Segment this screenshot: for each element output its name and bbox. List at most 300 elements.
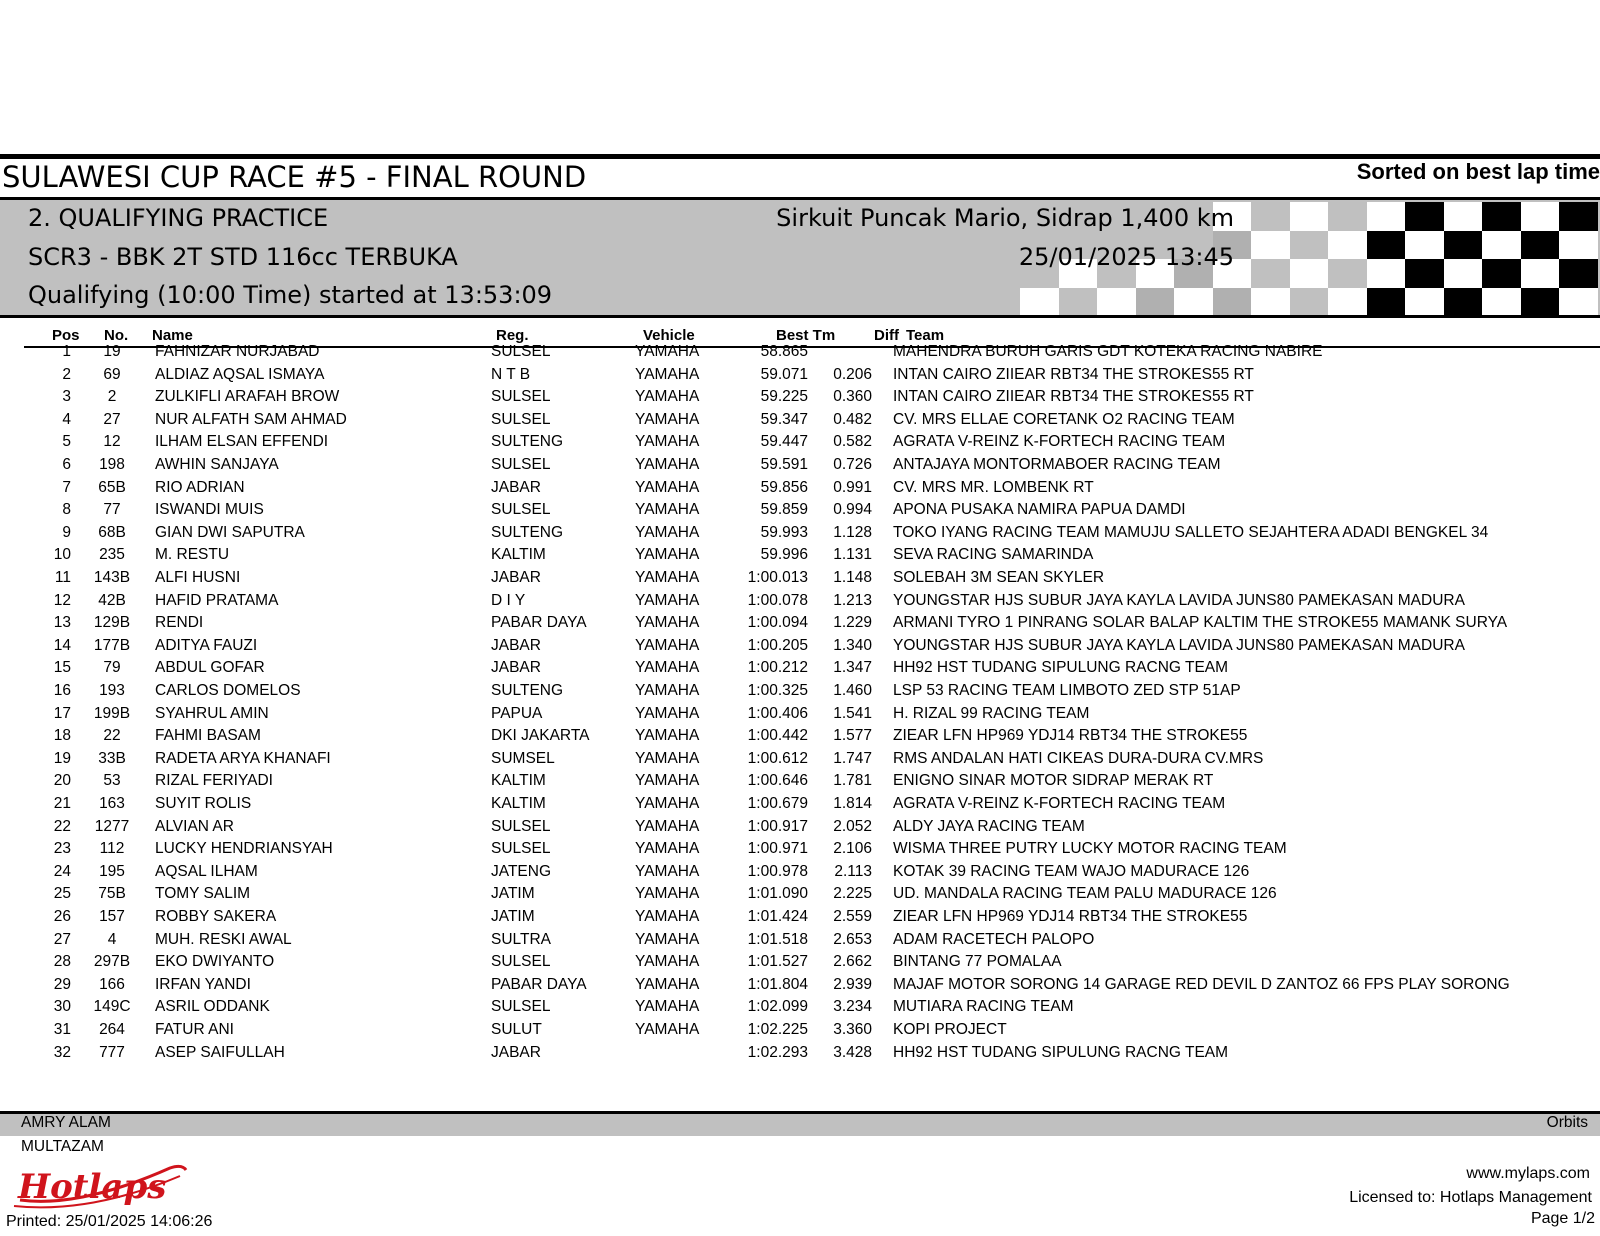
cell-name: M. RESTU — [155, 546, 230, 564]
table-row — [0, 976, 1600, 999]
cell-name: ASEP SAIFULLAH — [155, 1043, 285, 1061]
cell-vehicle: YAMAHA — [635, 862, 700, 880]
table-row — [0, 772, 1600, 795]
cell-vehicle: YAMAHA — [635, 614, 700, 632]
cell-name: ZULKIFLI ARAFAH BROW — [155, 388, 340, 406]
cell-name: ALFI HUSNI — [155, 569, 241, 586]
cell-diff: 1.340 — [833, 636, 872, 654]
cell-best-time: 1:00.978 — [747, 862, 808, 880]
cell-team: ENIGNO SINAR MOTOR SIDRAP MERAK RT — [893, 772, 1214, 790]
cell-reg: SULTENG — [491, 433, 564, 451]
cell-team: INTAN CAIRO ZIIEAR RBT34 THE STROKES55 RT — [893, 365, 1254, 383]
cell-team: CV. MRS ELLAE CORETANK O2 RACING TEAM — [893, 410, 1235, 428]
cell-diff: 1.747 — [833, 749, 872, 767]
cell-diff: 2.106 — [833, 840, 872, 858]
flag-cell — [1251, 288, 1290, 317]
flag-cell — [1559, 259, 1598, 288]
flag-cell — [1290, 259, 1329, 288]
cell-pos: 26 — [53, 908, 71, 925]
cell-name: FAHNIZAR NURJABAD — [155, 343, 320, 360]
cell-name: GIAN DWI SAPUTRA — [155, 523, 305, 541]
col-pos: Pos — [52, 327, 80, 344]
cell-diff: 2.225 — [833, 885, 872, 903]
cell-vehicle: YAMAHA — [635, 433, 700, 451]
official-name-2: MULTAZAM — [21, 1138, 104, 1155]
table-row — [0, 411, 1600, 434]
cell-name: TOMY SALIM — [155, 885, 251, 903]
cell-best-time: 1:00.094 — [747, 614, 808, 632]
cell-diff: 1.577 — [833, 727, 872, 745]
website-link[interactable]: www.mylaps.com — [1466, 1165, 1590, 1182]
hotlaps-logo — [10, 1160, 190, 1212]
cell-team: YOUNGSTAR HJS SUBUR JAYA KAYLA LAVIDA JUNS80 PAMEKASAN MADURA — [893, 636, 1465, 654]
table-row — [0, 682, 1600, 705]
cell-pos: 32 — [53, 1043, 71, 1061]
cell-name: SYAHRUL AMIN — [155, 704, 269, 722]
flag-cell — [1020, 288, 1059, 317]
cell-pos: 28 — [53, 953, 71, 971]
table-row — [0, 501, 1600, 524]
cell-reg: SULSEL — [491, 410, 551, 428]
table-row — [0, 998, 1600, 1021]
cell-reg: D I Y — [491, 591, 526, 609]
cell-name: IRFAN YANDI — [155, 975, 251, 993]
cell-pos: 16 — [53, 682, 71, 699]
col-no: No. — [104, 327, 129, 344]
cell-pos: 24 — [53, 862, 71, 880]
cell-best-time: 1:00.679 — [747, 795, 808, 812]
cell-no: 2 — [107, 388, 117, 406]
cell-diff: 2.939 — [833, 975, 872, 993]
cell-no: 27 — [103, 410, 121, 428]
flag-cell — [1482, 259, 1521, 288]
cell-vehicle: YAMAHA — [635, 365, 700, 383]
cell-diff: 1.148 — [833, 569, 872, 586]
cell-diff: 0.582 — [833, 433, 872, 451]
cell-team: ANTAJAYA MONTORMABOER RACING TEAM — [893, 456, 1221, 473]
cell-name: RIO ADRIAN — [155, 478, 245, 496]
cell-name: ILHAM ELSAN EFFENDI — [155, 433, 329, 451]
cell-best-time: 59.856 — [760, 478, 808, 496]
cell-reg: SULTRA — [491, 930, 552, 948]
flag-cell — [1367, 231, 1406, 260]
flag-cell — [1251, 231, 1290, 260]
cell-team: APONA PUSAKA NAMIRA PAPUA DAMDI — [893, 501, 1186, 519]
cell-pos: 10 — [53, 546, 71, 564]
cell-best-time: 1:00.612 — [747, 749, 808, 767]
cell-no: 69 — [103, 365, 121, 383]
cell-vehicle: YAMAHA — [635, 953, 700, 971]
cell-vehicle: YAMAHA — [635, 998, 700, 1016]
table-row — [0, 433, 1600, 456]
cell-vehicle: YAMAHA — [635, 908, 700, 925]
cell-team: MAJAF MOTOR SORONG 14 GARAGE RED DEVIL D ZANTOZ 66 FPS PLAY SORONG — [893, 975, 1510, 993]
cell-pos: 2 — [62, 365, 71, 383]
cell-best-time: 59.347 — [760, 410, 808, 428]
cell-vehicle: YAMAHA — [635, 478, 700, 496]
cell-no: 79 — [103, 659, 121, 677]
cell-name: HAFID PRATAMA — [155, 591, 279, 609]
cell-vehicle: YAMAHA — [635, 569, 700, 586]
flag-cell — [1290, 202, 1329, 231]
cell-pos: 8 — [62, 501, 71, 519]
table-row — [0, 592, 1600, 615]
cell-team: ARMANI TYRO 1 PINRANG SOLAR BALAP KALTIM THE STROKE55 MAMANK SURYA — [893, 614, 1508, 632]
cell-best-time: 1:01.090 — [747, 885, 808, 903]
flag-cell — [1405, 288, 1444, 317]
col-reg: Reg. — [496, 327, 529, 344]
flag-cell — [1290, 231, 1329, 260]
flag-cell — [1521, 288, 1560, 317]
cell-no: 19 — [103, 343, 121, 360]
cell-vehicle: YAMAHA — [635, 749, 700, 767]
cell-vehicle: YAMAHA — [635, 1021, 700, 1038]
cell-no: 198 — [99, 456, 125, 473]
cell-vehicle: YAMAHA — [635, 343, 700, 360]
cell-best-time: 1:02.293 — [747, 1043, 808, 1061]
flag-cell — [1521, 231, 1560, 260]
flag-cell — [1367, 202, 1406, 231]
cell-pos: 31 — [53, 1021, 71, 1038]
cell-team: WISMA THREE PUTRY LUCKY MOTOR RACING TEAM — [893, 840, 1287, 858]
cell-team: CV. MRS MR. LOMBENK RT — [893, 478, 1094, 496]
flag-cell — [1482, 231, 1521, 260]
table-row — [0, 366, 1600, 389]
cell-diff: 1.814 — [833, 795, 872, 812]
cell-reg: PAPUA — [491, 704, 543, 722]
cell-no: 177B — [93, 636, 131, 654]
cell-best-time: 1:00.971 — [747, 840, 808, 858]
cell-reg: SULSEL — [491, 817, 551, 835]
table-row — [0, 705, 1600, 728]
cell-best-time: 58.865 — [760, 343, 808, 360]
flag-cell — [1405, 259, 1444, 288]
flag-cell — [1559, 288, 1598, 317]
cell-name: ASRIL ODDANK — [155, 998, 270, 1016]
cell-pos: 18 — [53, 727, 71, 745]
cell-vehicle: YAMAHA — [635, 636, 700, 654]
flag-cell — [1444, 259, 1483, 288]
cell-name: SUYIT ROLIS — [155, 795, 252, 812]
cell-no: 264 — [99, 1021, 125, 1038]
table-row — [0, 637, 1600, 660]
table-row — [0, 1044, 1600, 1067]
cell-best-time: 59.859 — [760, 501, 808, 519]
cell-team: ALDY JAYA RACING TEAM — [893, 817, 1085, 835]
cell-pos: 11 — [54, 569, 71, 586]
cell-pos: 9 — [62, 523, 71, 541]
cell-reg: DKI JAKARTA — [491, 727, 590, 745]
cell-best-time: 59.591 — [760, 456, 808, 473]
cell-pos: 20 — [53, 772, 71, 790]
cell-team: HH92 HST TUDANG SIPULUNG RACNG TEAM — [893, 1043, 1229, 1061]
cell-best-time: 1:02.225 — [747, 1021, 808, 1038]
table-row — [0, 908, 1600, 931]
cell-pos: 27 — [53, 930, 71, 948]
cell-best-time: 1:00.078 — [747, 591, 808, 609]
cell-no: 777 — [99, 1043, 125, 1061]
cell-team: MUTIARA RACING TEAM — [893, 998, 1074, 1016]
cell-team: ADAM RACETECH PALOPO — [893, 930, 1095, 948]
flag-cell — [1405, 231, 1444, 260]
flag-cell — [1059, 288, 1098, 317]
cell-name: MUH. RESKI AWAL — [155, 930, 292, 948]
cell-pos: 17 — [53, 704, 71, 722]
cell-no: 129B — [93, 614, 131, 632]
cell-vehicle: YAMAHA — [635, 501, 700, 519]
cell-team: SEVA RACING SAMARINDA — [893, 546, 1094, 564]
flag-cell — [1097, 288, 1136, 317]
cell-team: LSP 53 RACING TEAM LIMBOTO ZED STP 51AP — [893, 682, 1241, 699]
cell-reg: SULSEL — [491, 343, 551, 360]
cell-diff: 1.460 — [833, 682, 872, 699]
flag-cell — [1482, 202, 1521, 231]
cell-pos: 7 — [62, 478, 71, 496]
cell-reg: JATIM — [491, 885, 535, 903]
cell-no: 68B — [98, 523, 126, 541]
cell-best-time: 1:00.212 — [747, 659, 808, 677]
flag-cell — [1328, 202, 1367, 231]
cell-vehicle: YAMAHA — [635, 885, 700, 903]
flag-cell — [1328, 231, 1367, 260]
cell-diff: 0.360 — [833, 388, 872, 406]
cell-vehicle: YAMAHA — [635, 930, 700, 948]
session-name: 2. QUALIFYING PRACTICE — [28, 204, 329, 232]
table-row — [0, 750, 1600, 773]
cell-pos: 5 — [62, 433, 71, 451]
flag-cell — [1251, 259, 1290, 288]
cell-name: EKO DWIYANTO — [155, 953, 275, 971]
cell-vehicle: YAMAHA — [635, 682, 700, 699]
hotlaps-logo-text: Hotlaps — [18, 1167, 167, 1207]
cell-diff: 2.653 — [833, 930, 872, 948]
flag-cell — [1328, 288, 1367, 317]
category-name: SCR3 - BBK 2T STD 116cc TERBUKA — [28, 243, 458, 271]
event-title: SULAWESI CUP RACE #5 - FINAL ROUND — [2, 160, 587, 194]
cell-team: UD. MANDALA RACING TEAM PALU MADURACE 126 — [893, 885, 1277, 903]
cell-pos: 30 — [53, 998, 71, 1016]
cell-pos: 4 — [62, 410, 71, 428]
qualifying-info: Qualifying (10:00 Time) started at 13:53:09 — [28, 281, 553, 309]
cell-no: 163 — [99, 795, 125, 812]
orbits-label: Orbits — [1546, 1114, 1588, 1131]
cell-best-time: 59.447 — [760, 433, 808, 451]
cell-no: 143B — [93, 569, 131, 586]
cell-vehicle: YAMAHA — [635, 388, 700, 406]
cell-pos: 23 — [53, 840, 71, 858]
cell-vehicle: YAMAHA — [635, 591, 700, 609]
cell-pos: 1 — [62, 343, 71, 360]
cell-no: 42B — [98, 591, 126, 609]
cell-pos: 25 — [53, 885, 71, 903]
cell-name: AWHIN SANJAYA — [155, 456, 279, 473]
cell-diff: 1.541 — [833, 704, 872, 722]
flag-cell — [1559, 231, 1598, 260]
cell-no: 112 — [99, 840, 125, 858]
cell-team: ZIEAR LFN HP969 YDJ14 RBT34 THE STROKE55 — [893, 908, 1248, 925]
cell-best-time: 1:00.013 — [747, 569, 808, 586]
cell-no: 77 — [103, 501, 121, 519]
license-info: Licensed to: Hotlaps Management — [1349, 1189, 1592, 1206]
cell-reg: N T B — [491, 365, 531, 383]
cell-vehicle: YAMAHA — [635, 704, 700, 722]
cell-vehicle: YAMAHA — [635, 772, 700, 790]
cell-diff: 1.131 — [833, 546, 872, 564]
cell-no: 12 — [103, 433, 121, 451]
cell-no: 22 — [103, 727, 121, 745]
cell-reg: SUMSEL — [491, 749, 555, 767]
cell-no: 235 — [99, 546, 125, 564]
table-row — [0, 614, 1600, 637]
cell-diff: 1.229 — [833, 614, 872, 632]
cell-pos: 3 — [62, 388, 71, 406]
cell-team: SOLEBAH 3M SEAN SKYLER — [893, 569, 1105, 586]
cell-diff: 1.347 — [833, 659, 872, 677]
cell-no: 149C — [93, 998, 131, 1016]
cell-reg: SULTENG — [491, 523, 564, 541]
col-name: Name — [152, 327, 193, 344]
cell-best-time: 1:00.917 — [747, 817, 808, 835]
cell-best-time: 1:00.646 — [747, 772, 808, 790]
cell-pos: 15 — [53, 659, 71, 677]
table-row — [0, 524, 1600, 547]
cell-diff: 2.662 — [833, 953, 872, 971]
flag-cell — [1444, 202, 1483, 231]
cell-best-time: 1:00.205 — [747, 636, 808, 654]
cell-diff: 1.128 — [833, 523, 872, 541]
cell-no: 65B — [98, 478, 126, 496]
cell-team: MAHENDRA BURUH GARIS GDT KOTEKA RACING NABIRE — [893, 343, 1323, 360]
cell-vehicle: YAMAHA — [635, 523, 700, 541]
cell-pos: 21 — [53, 795, 71, 812]
cell-team: AGRATA V-REINZ K-FORTECH RACING TEAM — [893, 433, 1226, 451]
cell-no: 33B — [98, 749, 126, 767]
table-row — [0, 931, 1600, 954]
cell-reg: KALTIM — [491, 772, 546, 790]
cell-reg: SULSEL — [491, 840, 551, 858]
cell-best-time: 59.993 — [760, 523, 808, 541]
flag-cell — [1367, 288, 1406, 317]
cell-team: KOTAK 39 RACING TEAM WAJO MADURACE 126 — [893, 862, 1250, 880]
cell-reg: JABAR — [491, 636, 541, 654]
cell-vehicle: YAMAHA — [635, 727, 700, 745]
cell-team: YOUNGSTAR HJS SUBUR JAYA KAYLA LAVIDA JUNS80 PAMEKASAN MADURA — [893, 591, 1465, 609]
cell-name: ISWANDI MUIS — [155, 501, 264, 519]
cell-name: ALVIAN AR — [155, 817, 234, 835]
cell-diff: 2.113 — [834, 862, 872, 880]
cell-name: CARLOS DOMELOS — [155, 682, 301, 699]
cell-reg: JABAR — [491, 478, 541, 496]
cell-no: 193 — [99, 682, 125, 699]
cell-vehicle: YAMAHA — [635, 546, 700, 564]
cell-pos: 13 — [53, 614, 71, 632]
cell-reg: SULUT — [491, 1021, 542, 1038]
cell-diff: 0.482 — [833, 410, 872, 428]
cell-vehicle: YAMAHA — [635, 456, 700, 473]
cell-no: 166 — [99, 975, 125, 993]
cell-no: 75B — [98, 885, 126, 903]
cell-vehicle: YAMAHA — [635, 840, 700, 858]
cell-reg: SULTENG — [491, 682, 564, 699]
cell-name: NUR ALFATH SAM AHMAD — [155, 410, 347, 428]
cell-vehicle: YAMAHA — [635, 975, 700, 993]
cell-diff: 0.726 — [833, 456, 872, 473]
cell-team: HH92 HST TUDANG SIPULUNG RACNG TEAM — [893, 659, 1229, 677]
cell-reg: SULSEL — [491, 456, 551, 473]
cell-best-time: 59.996 — [760, 546, 808, 564]
cell-reg: JABAR — [491, 1043, 541, 1061]
col-team: Team — [906, 327, 945, 344]
cell-no: 4 — [107, 930, 117, 948]
cell-pos: 14 — [53, 636, 71, 654]
flag-cell — [1559, 202, 1598, 231]
cell-vehicle: YAMAHA — [635, 659, 700, 677]
cell-diff: 2.559 — [833, 908, 872, 925]
cell-reg: PABAR DAYA — [491, 614, 587, 632]
table-row — [0, 953, 1600, 976]
cell-pos: 6 — [62, 456, 71, 473]
cell-team: RMS ANDALAN HATI CIKEAS DURA-DURA CV.MRS — [893, 749, 1264, 767]
cell-team: KOPI PROJECT — [893, 1021, 1007, 1038]
sort-note: Sorted on best lap time — [1356, 159, 1600, 184]
table-row — [0, 840, 1600, 863]
cell-reg: JATENG — [491, 862, 551, 880]
cell-no: 1277 — [94, 817, 130, 835]
flag-cell — [1521, 202, 1560, 231]
cell-diff: 2.052 — [833, 817, 872, 835]
cell-reg: SULSEL — [491, 501, 551, 519]
flag-cell — [1174, 288, 1213, 317]
cell-no: 195 — [99, 862, 125, 880]
cell-reg: SULSEL — [491, 998, 551, 1016]
cell-vehicle: YAMAHA — [635, 795, 700, 812]
cell-best-time: 1:01.424 — [747, 908, 808, 925]
session-datetime: 25/01/2025 13:45 — [1018, 243, 1234, 271]
cell-best-time: 1:01.527 — [747, 953, 808, 971]
table-row — [0, 795, 1600, 818]
cell-name: FATUR ANI — [155, 1021, 234, 1038]
table-row — [0, 388, 1600, 411]
cell-reg: PABAR DAYA — [491, 975, 587, 993]
cell-best-time: 59.225 — [760, 388, 808, 406]
cell-diff: 0.991 — [833, 478, 872, 496]
cell-best-time: 1:02.099 — [747, 998, 808, 1016]
page-number: Page 1/2 — [1530, 1210, 1595, 1227]
cell-name: RENDI — [155, 614, 204, 632]
flag-cell — [1405, 202, 1444, 231]
cell-diff: 3.428 — [833, 1043, 872, 1061]
table-row — [0, 885, 1600, 908]
table-row — [0, 456, 1600, 479]
cell-pos: 12 — [53, 591, 71, 609]
flag-cell — [1213, 288, 1252, 317]
cell-name: ADITYA FAUZI — [155, 636, 258, 654]
cell-name: RADETA ARYA KHANAFI — [155, 749, 331, 767]
cell-diff: 0.206 — [833, 365, 872, 383]
cell-name: AQSAL ILHAM — [155, 862, 258, 880]
cell-no: 53 — [103, 772, 121, 790]
cell-diff: 3.360 — [833, 1021, 872, 1038]
cell-vehicle: YAMAHA — [635, 410, 700, 428]
footer-bar — [0, 1114, 1600, 1136]
cell-diff: 1.213 — [833, 591, 872, 609]
table-row — [0, 818, 1600, 841]
cell-reg: JABAR — [491, 569, 541, 586]
flag-cell — [1444, 288, 1483, 317]
cell-diff: 0.994 — [833, 501, 872, 519]
flag-cell — [1521, 259, 1560, 288]
cell-no: 157 — [99, 908, 125, 925]
